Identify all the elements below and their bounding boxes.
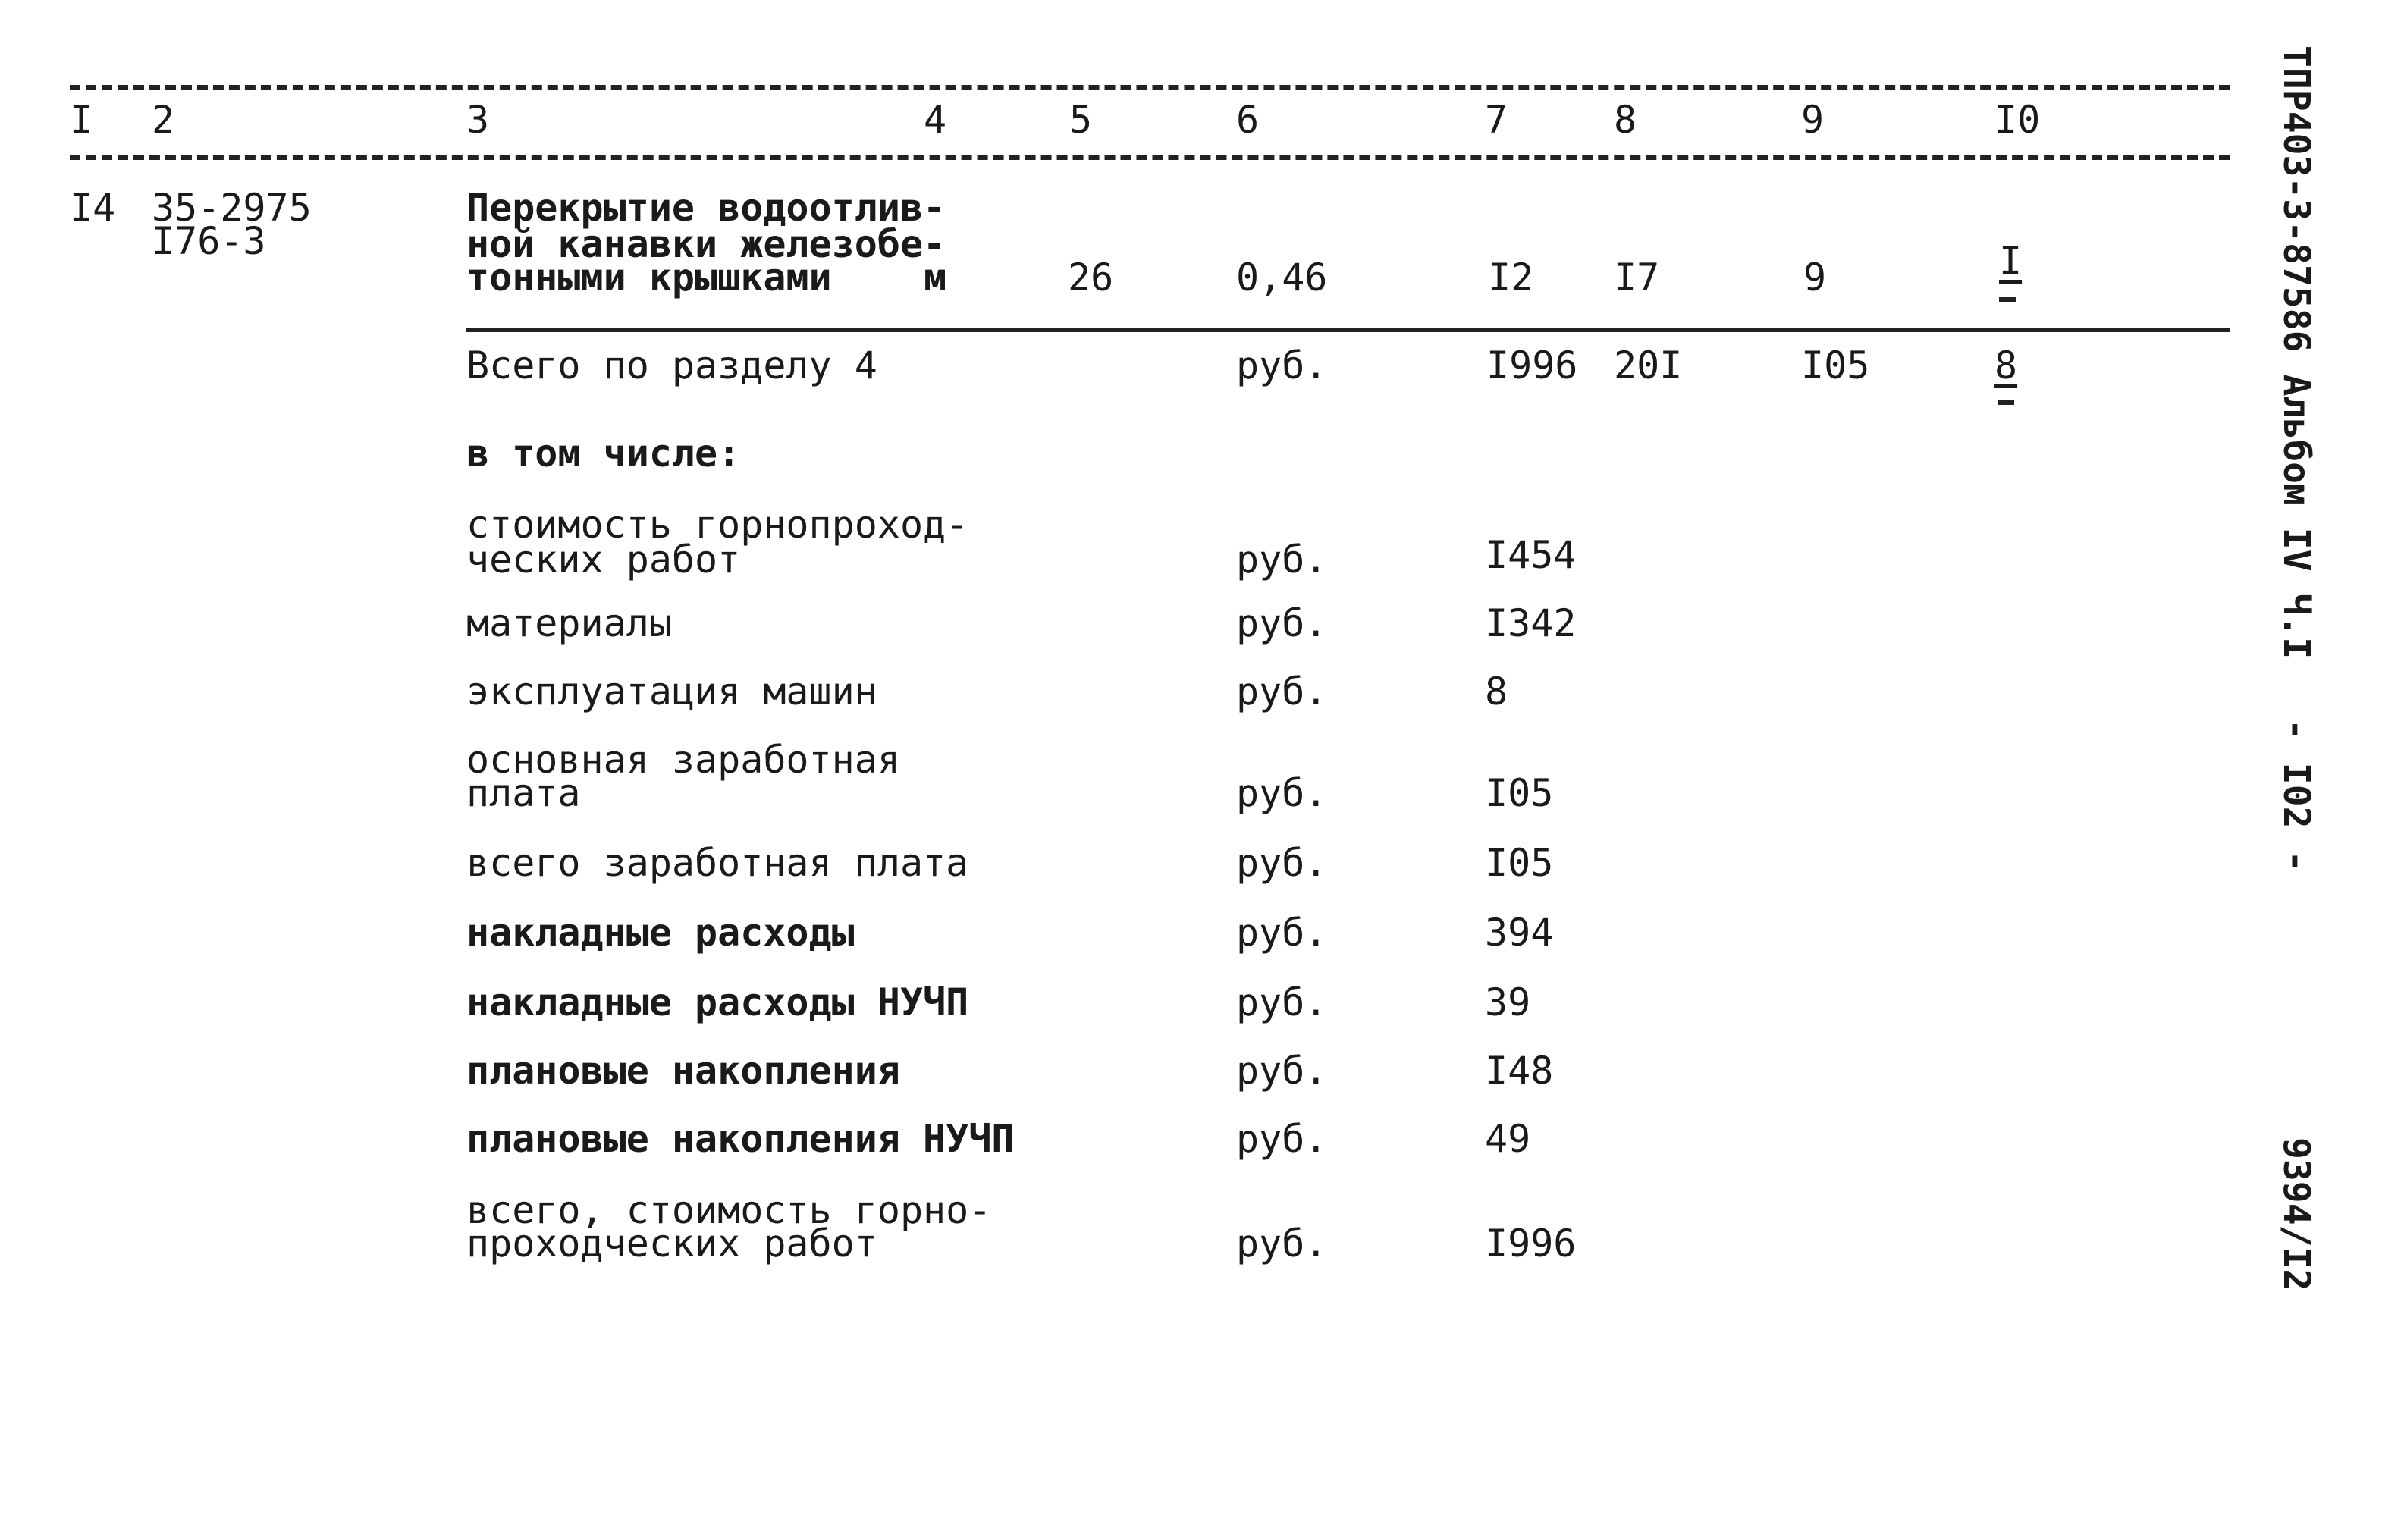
item-unit: м (924, 256, 947, 300)
breakdown-value: 49 (1485, 1117, 1531, 1161)
margin-document-code: ТПР403-3-87586 Альбом IV Ч.I (2275, 45, 2318, 660)
breakdown-label-line1: плановые накопления (466, 1049, 900, 1093)
breakdown-unit: руб. (1236, 1222, 1328, 1266)
breakdown-label-line1: всего заработная плата (466, 841, 969, 885)
section-total-unit: руб. (1236, 343, 1328, 387)
breakdown-label-line2: проходческих работ (466, 1222, 877, 1266)
item-number: I4 (70, 186, 116, 230)
header-top-rule (70, 85, 2230, 90)
breakdown-unit: руб. (1236, 911, 1328, 955)
breakdown-unit: руб. (1236, 670, 1328, 714)
margin-page-number: - I02 - (2275, 719, 2318, 873)
breakdown-label-line2: ческих работ (466, 538, 741, 582)
breakdown-value: I342 (1485, 601, 1577, 645)
breakdown-value: I05 (1485, 771, 1554, 815)
breakdown-label-line1: всего, стоимость горно- (466, 1188, 992, 1232)
item-col9: 9 (1803, 256, 1827, 300)
col-header-7: 7 (1485, 98, 1508, 142)
breakdown-label-line1: накладные расходы (466, 911, 855, 955)
item-col10: I (1999, 239, 2023, 283)
item-description-line3: тонными крышками (466, 256, 832, 300)
breakdown-unit: руб. (1236, 771, 1328, 815)
item-unit-price: 0,46 (1236, 256, 1328, 300)
item-code-line1: 35-2975 (152, 186, 312, 230)
item-description-line2: ной канавки железобе- (466, 222, 946, 266)
breakdown-unit: руб. (1236, 601, 1328, 645)
col-header-9: 9 (1801, 98, 1825, 142)
breakdown-label-line1: эксплуатация машин (466, 670, 877, 714)
col-header-4: 4 (924, 98, 947, 142)
item-quantity: 26 (1068, 256, 1114, 300)
col-header-10: I0 (1994, 98, 2041, 142)
margin-order-number: 9394/I2 (2275, 1137, 2318, 1291)
col-header-6: 6 (1236, 98, 1260, 142)
breakdown-label-line1: стоимость горнопроход- (466, 503, 969, 547)
col-header-2: 2 (152, 98, 175, 142)
header-bottom-rule (70, 155, 2230, 160)
breakdown-unit: руб. (1236, 1049, 1328, 1093)
item-description-line1: Перекрытие водоотлив- (466, 186, 946, 230)
section-total-col9: I05 (1801, 343, 1870, 387)
item-col8: I7 (1614, 256, 1660, 300)
breakdown-value: 8 (1485, 670, 1508, 714)
col-header-3: 3 (466, 98, 490, 142)
breakdown-value: 39 (1485, 980, 1531, 1024)
breakdown-value: I48 (1485, 1049, 1554, 1093)
col-header-1: I (70, 98, 93, 142)
breakdown-label-line2: плата (466, 771, 581, 815)
breakdown-label-line1: основная заработная (466, 738, 900, 782)
breakdown-unit: руб. (1236, 538, 1328, 582)
breakdown-value: I996 (1485, 1222, 1577, 1266)
col-header-5: 5 (1069, 98, 1093, 142)
item-col10-mark (1999, 297, 2016, 302)
section-total-col10-mark (1998, 400, 2014, 405)
including-label: в том числе: (466, 431, 741, 475)
section-separator (466, 328, 2230, 332)
breakdown-value: I454 (1485, 533, 1577, 577)
item-col7: I2 (1488, 256, 1534, 300)
breakdown-label-line1: материалы (466, 601, 672, 645)
section-total-label: Всего по разделу 4 (466, 343, 877, 387)
section-total-col8: 20I (1614, 343, 1683, 387)
breakdown-unit: руб. (1236, 841, 1328, 885)
section-total-col7: I996 (1486, 343, 1578, 387)
breakdown-unit: руб. (1236, 1117, 1328, 1161)
col-header-8: 8 (1614, 98, 1637, 142)
breakdown-label-line1: плановые накопления НУЧП (466, 1117, 1015, 1161)
section-total-col10: 8 (1994, 343, 2018, 387)
item-code-line2: I76-3 (152, 219, 266, 263)
breakdown-value: I05 (1485, 841, 1554, 885)
breakdown-value: 394 (1485, 911, 1554, 955)
breakdown-label-line1: накладные расходы НУЧП (466, 980, 969, 1024)
breakdown-unit: руб. (1236, 980, 1328, 1024)
